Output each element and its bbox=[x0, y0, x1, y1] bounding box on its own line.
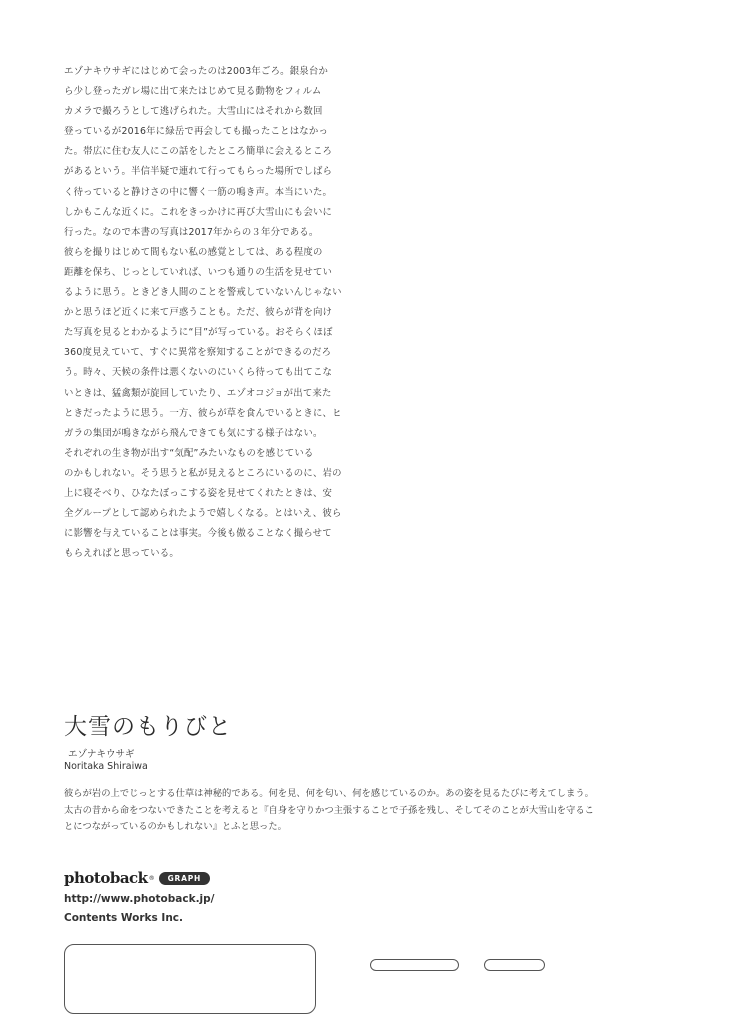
description-line: 彼らが岩の上でじっとする仕草は神秘的である。何を見、何を匂い、何を感じているのか。あの姿を見るたびに考えてしまう。 bbox=[64, 788, 594, 799]
book-title: 大雪のもりびと bbox=[64, 714, 232, 740]
essay-line: いときは、猛禽類が旋回していたり、エゾオコジョが出て来た bbox=[64, 387, 332, 399]
book-subtitle: エゾナキウサギ bbox=[68, 749, 135, 760]
essay-line: しかもこんな近くに。これをきっかけに再び大雪山にも会いに bbox=[64, 206, 333, 218]
essay-text bbox=[64, 62, 342, 564]
logo-wordmark: photoback bbox=[64, 869, 148, 887]
essay-line: 距離を保ち、じっとしていれば、いつも通りの生活を見せてい bbox=[64, 266, 333, 278]
essay-line: もらえればと思っている。 bbox=[64, 548, 179, 560]
essay-line: 行った。なので本書の写真は2017年からの３年分である。 bbox=[64, 226, 319, 238]
essay-line: く待っていると静けさの中に響く一筋の鳴き声。本当にいた。 bbox=[64, 186, 333, 198]
essay-line: カメラで撮ろうとして逃げられた。大雪山にはそれから数回 bbox=[64, 106, 323, 118]
essay-line: があるという。半信半疑で連れて行ってもらった場所でしばら bbox=[64, 166, 333, 178]
author-name: Noritaka Shiraiwa bbox=[64, 761, 148, 772]
essay-line: に影響を与えていることは事実。今後も傲ることなく撮らせて bbox=[64, 528, 332, 540]
description-line: 太古の昔から命をつないできたことを考えると『自身を守りかつ主張することで子孫を残し、そしてそのことが大雪山を守るこ bbox=[64, 804, 594, 816]
essay-line: ガラの集団が鳴きながら飛んできても気にする様子はない。 bbox=[64, 427, 323, 439]
publisher-company: Contents Works Inc. bbox=[64, 912, 184, 924]
description-line: とにつながっているのかもしれない』とふと思った。 bbox=[64, 821, 287, 832]
book-description bbox=[64, 786, 624, 836]
essay-line: ら少し登ったガレ場に出て来たはじめて見る動物をフィルム bbox=[64, 86, 322, 98]
rounded-frame bbox=[64, 944, 316, 1014]
essay-line: た。帯広に住む友人にこの話をしたところ簡単に会えるところ bbox=[64, 146, 333, 158]
essay-line: かと思うほど近くに来て戸惑うことも。ただ、彼らが背を向け bbox=[64, 307, 333, 319]
essay-line: 彼らを撮りはじめて間もない私の感覚としては、ある程度の bbox=[64, 246, 323, 258]
essay-line: う。時々、天候の条件は悪くないのにいくら待っても出てこな bbox=[64, 367, 333, 379]
essay-line: のかもしれない。そう思うと私が見えるところにいるのに、岩の bbox=[64, 467, 342, 479]
essay-line: 全グループとして認められたようで嬉しくなる。とはいえ、彼ら bbox=[64, 508, 342, 520]
registered-mark: ® bbox=[148, 874, 155, 882]
pill-outline-left bbox=[370, 959, 459, 971]
essay-line: るように思う。ときどき人間のことを警戒していないんじゃない bbox=[64, 287, 342, 299]
publisher-logo bbox=[64, 869, 210, 887]
publisher-url[interactable]: http://www.photoback.jp/ bbox=[64, 893, 215, 905]
essay-line: 上に寝そべり、ひなたぼっこする姿を見せてくれたときは、安 bbox=[64, 487, 333, 499]
pill-outline-right bbox=[484, 959, 545, 971]
essay-line: それぞれの生き物が出す“気配”みたいなものを感じている bbox=[64, 447, 314, 459]
essay-line: 360度見えていて、すぐに異常を察知することができるのだろ bbox=[64, 347, 332, 359]
essay-line: 登っているが2016年に緑岳で再会しても撮ったことはなかっ bbox=[64, 126, 329, 138]
essay-line: エゾナキウサギにはじめて会ったのは2003年ごろ。銀泉台か bbox=[64, 66, 329, 77]
essay-line: ときだったように思う。一方、彼らが草を食んでいるときに、ヒ bbox=[64, 407, 342, 419]
essay-line: た写真を見るとわかるように“目”が写っている。おそらくほぼ bbox=[64, 327, 333, 339]
logo-badge: GRAPH bbox=[159, 872, 211, 885]
